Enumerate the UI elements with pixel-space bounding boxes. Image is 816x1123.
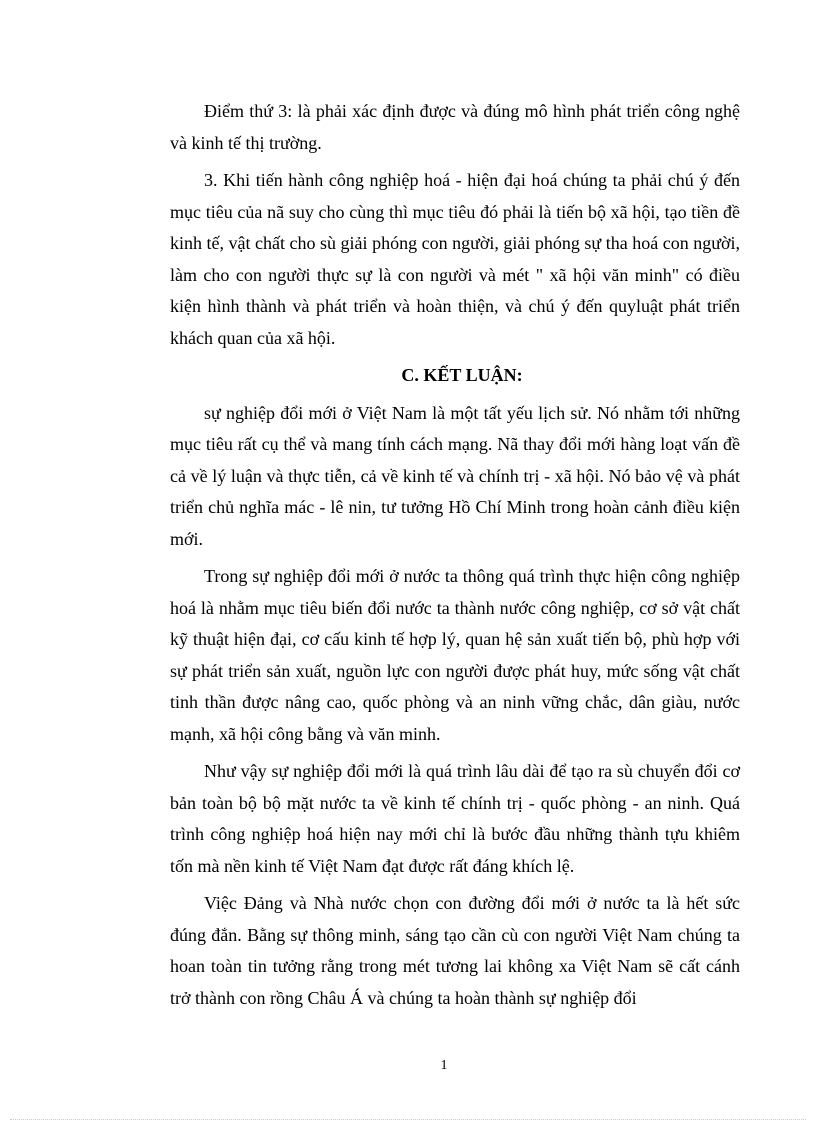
paragraph-trong-su-nghiep: Trong sự nghiệp đổi mới ở nước ta thông quá trình thực hiện công nghiệp hoá là nhằm mục tiêu biến đổi nước ta thành nước công nghiệp, cơ sở vật chất kỹ thuật hiện đại, cơ cấu kinh tế hợp lý, quan hệ sản xuất tiến bộ, phù hợp với sự phát triển sản xuất, nguồn lực con người được phát huy, mức sống vật chất tinh thần được nâng cao, quốc phòng và an ninh vững chắc, dân giàu, nước mạnh, xã hội công bằng và văn minh.	[170, 566, 740, 744]
page-bottom-divider	[10, 1119, 806, 1120]
page-body	[170, 96, 740, 1020]
paragraph-su-nghiep-doi-moi: sự nghiệp đổi mới ở Việt Nam là một tất yếu lịch sử. Nó nhằm tới những mục tiêu rất cụ thể và mang tính cách mạng. Nã thay đổi mới hàng loạt vấn đề cả về lý luận và thực tiễn, cả về kinh tế và chính trị - xã hội. Nó bảo vệ và phát triển chủ nghĩa mác - lê nin, tư tưởng Hồ Chí Minh trong hoàn cảnh điều kiện mới.	[170, 402, 740, 549]
section-heading-ket-luan: C. KẾT LUẬN:	[401, 365, 523, 385]
paragraph-viec-dang: Việc Đảng và Nhà nước chọn con đường đổi mới ở nước ta là hết sức đúng đắn. Bằng sự thông minh, sáng tạo cần cù con người Việt Nam chúng ta hoan toàn tin tưởng rằng trong mét tương lai không xa Việt Nam sẽ cất cánh trở thành con rồng Châu Á và chúng ta hoàn thành sự nghiệp đổi	[170, 893, 740, 1008]
paragraph-muc-tieu: 3. Khi tiến hành công nghiệp hoá - hiện đại hoá chúng ta phải chú ý đến mục tiêu của nã suy cho cùng thì mục tiêu đó phải là tiến bộ xã hội, tạo tiền đề kinh tế, vật chất cho sù giải phóng con người, giải phóng sự tha hoá con người, làm cho con người thực sự là con người và mét " xã hội văn minh" có điều kiện hình thành và phát triển và hoàn thiện, và chú ý đến quyluật phát triển khách quan của xã hội.	[170, 170, 740, 348]
paragraph-nhu-vay: Như vậy sự nghiệp đổi mới là quá trình lâu dài để tạo ra sù chuyển đổi cơ bản toàn bộ bộ mặt nước ta về kinh tế chính trị - quốc phòng - an ninh. Quá trình công nghiệp hoá hiện nay mới chỉ là bước đầu những thành tựu khiêm tốn mà nền kinh tế Việt Nam đạt được rất đáng khích lệ.	[170, 761, 740, 876]
paragraph-diem-thu-3: Điểm thứ 3: là phải xác định được và đúng mô hình phát triển công nghệ và kinh tế thị trường.	[170, 101, 740, 153]
page-number: 1	[440, 1058, 448, 1073]
